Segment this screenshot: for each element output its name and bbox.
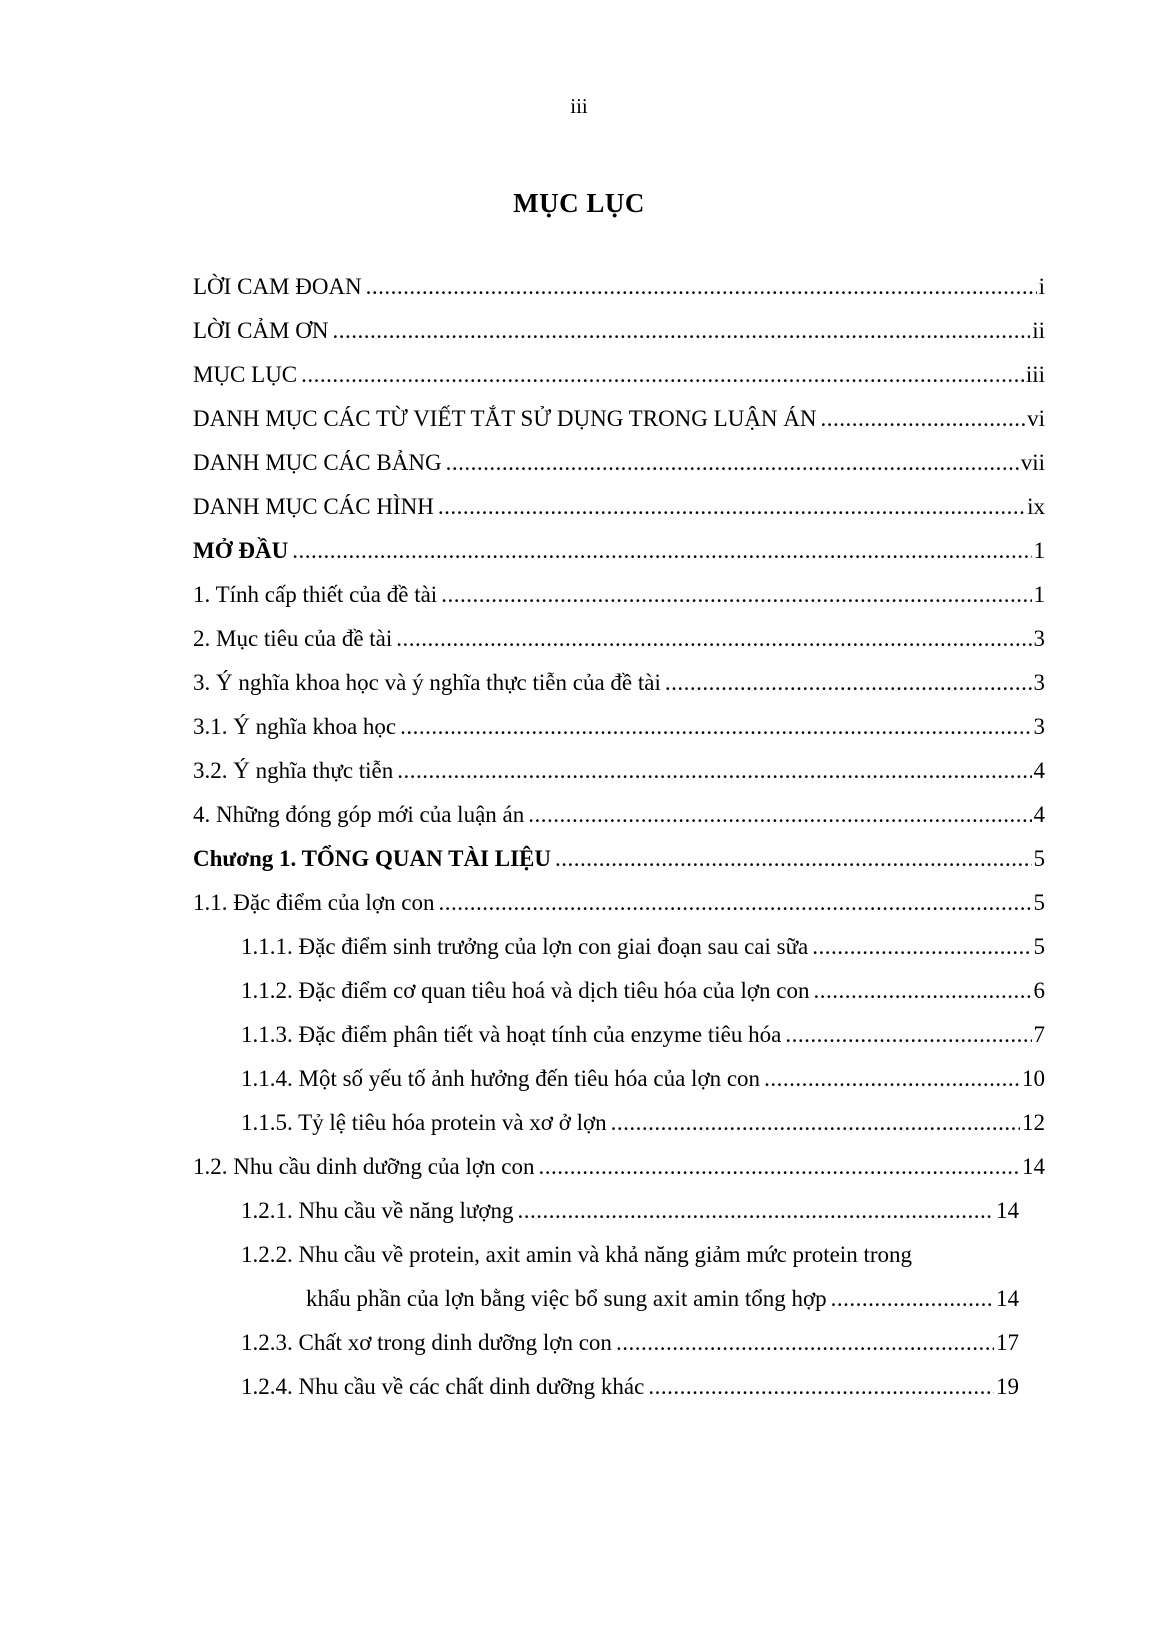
page-number: iii	[570, 94, 588, 118]
toc-entry	[0, 668, 1158, 712]
toc-entry	[0, 536, 1158, 580]
toc-entry	[0, 1064, 1158, 1108]
toc-entry-title: MỞ ĐẦU	[193, 538, 289, 563]
toc-entry	[0, 712, 1158, 756]
toc-entry-page: 1	[1033, 538, 1045, 563]
toc-entry-title: 1.2.2. Nhu cầu về protein, axit amin và khả năng giảm mức protein trong	[241, 1242, 912, 1267]
toc-entry-title: 1.2. Nhu cầu dinh dưỡng của lợn con	[193, 1154, 535, 1179]
toc-entry	[0, 448, 1158, 492]
toc-entry-title-continuation: khẩu phần của lợn bằng việc bổ sung axit amin tổng hợp	[306, 1286, 827, 1311]
toc-entry	[0, 932, 1158, 976]
toc-entry	[0, 1108, 1158, 1152]
leader-dots	[538, 1152, 1020, 1182]
leader-dots	[821, 404, 1026, 434]
toc-title: MỤC LỤC	[513, 188, 645, 218]
leader-dots	[332, 316, 1030, 346]
toc-entry-title: 3.1. Ý nghĩa khoa học	[193, 714, 397, 739]
toc-entry-title: 1.2.1. Nhu cầu về năng lượng	[241, 1198, 514, 1223]
toc-entry	[0, 888, 1158, 932]
toc-entry-title: MỤC LỤC	[193, 362, 298, 387]
toc-entry	[0, 1196, 1158, 1240]
toc-entry-title: DANH MỤC CÁC HÌNH	[193, 494, 434, 519]
leader-dots	[438, 492, 1025, 522]
toc-entry-page: 17	[996, 1330, 1019, 1355]
toc-entry-page: 14	[996, 1198, 1019, 1223]
leader-dots	[397, 756, 1031, 786]
leader-dots	[665, 668, 1032, 698]
toc-entry-page: 3	[1033, 670, 1045, 695]
toc-entry-page: 5	[1033, 934, 1045, 959]
leader-dots	[648, 1372, 994, 1402]
leader-dots	[517, 1196, 994, 1226]
toc-entry	[0, 404, 1158, 448]
toc-entry	[0, 1152, 1158, 1196]
toc-entry-page: 4	[1033, 758, 1045, 783]
toc-entry	[0, 1240, 1158, 1284]
toc-entry-page: 19	[996, 1374, 1019, 1399]
toc-entry-page: 6	[1033, 978, 1045, 1003]
toc-entry-title: LỜI CAM ĐOAN	[193, 274, 362, 299]
toc-entry	[0, 624, 1158, 668]
leader-dots	[366, 272, 1037, 302]
toc-entry-title: 1.1. Đặc điểm của lợn con	[193, 890, 435, 915]
toc-entry-page: 4	[1033, 802, 1045, 827]
leader-dots	[400, 712, 1031, 742]
toc-entry-title: LỜI CẢM ƠN	[193, 318, 329, 343]
toc-entry-title: 1.2.4. Nhu cầu về các chất dinh dưỡng khác	[241, 1374, 645, 1399]
toc-entry-title: 1.1.5. Tỷ lệ tiêu hóa protein và xơ ở lợn	[241, 1110, 607, 1135]
toc-entry	[0, 316, 1158, 360]
leader-dots	[301, 360, 1024, 390]
toc-entry	[0, 492, 1158, 536]
toc-entry-title: 4. Những đóng góp mới của luận án	[193, 802, 525, 827]
toc-entry	[0, 1020, 1158, 1064]
toc-entry-page: 12	[1022, 1110, 1045, 1135]
toc-entry-page: vi	[1027, 406, 1045, 431]
toc-entry-title: 2. Mục tiêu của đề tài	[193, 626, 393, 651]
toc-entry-page: ix	[1027, 494, 1045, 519]
leader-dots	[438, 888, 1031, 918]
leader-dots	[555, 844, 1032, 874]
toc-entry-page: ii	[1032, 318, 1045, 343]
toc-entry	[0, 976, 1158, 1020]
toc-entry-title: 3.2. Ý nghĩa thực tiễn	[193, 758, 394, 783]
toc-entry-page: 14	[996, 1286, 1019, 1311]
toc-entry-title: 1. Tính cấp thiết của đề tài	[193, 582, 438, 607]
leader-dots	[785, 1020, 1031, 1050]
toc-entry-page: i	[1038, 274, 1045, 299]
toc-entry	[0, 756, 1158, 800]
toc-entry-page: 7	[1033, 1022, 1045, 1047]
toc-entry-title: DANH MỤC CÁC BẢNG	[193, 450, 442, 475]
toc-entry-title: 1.1.3. Đặc điểm phân tiết và hoạt tính của enzyme tiêu hóa	[241, 1022, 782, 1047]
toc-entry-page: 3	[1033, 714, 1045, 739]
toc-entry-page: 5	[1033, 846, 1045, 871]
leader-dots	[764, 1064, 1020, 1094]
toc-entry-title: 1.1.1. Đặc điểm sinh trưởng của lợn con giai đoạn sau cai sữa	[241, 934, 809, 959]
toc-entry	[0, 580, 1158, 624]
toc-entry-page: 14	[1022, 1154, 1045, 1179]
toc-entry-title: 1.2.3. Chất xơ trong dinh dưỡng lợn con	[241, 1330, 612, 1355]
toc-entry-page: 5	[1033, 890, 1045, 915]
toc-entry-title: 1.1.4. Một số yếu tố ảnh hưởng đến tiêu hóa của lợn con	[241, 1066, 761, 1091]
toc-entry	[0, 1328, 1158, 1372]
toc-entry-title: 1.1.2. Đặc điểm cơ quan tiêu hoá và dịch tiêu hóa của lợn con	[241, 978, 810, 1003]
leader-dots	[831, 1284, 994, 1314]
toc-entry	[0, 844, 1158, 888]
leader-dots	[616, 1328, 994, 1358]
leader-dots	[446, 448, 1019, 478]
toc-entry-page: 10	[1022, 1066, 1045, 1091]
leader-dots	[292, 536, 1031, 566]
toc-entry-title: DANH MỤC CÁC TỪ VIẾT TẮT SỬ DỤNG TRONG LUẬN ÁN	[193, 406, 817, 431]
leader-dots	[528, 800, 1031, 830]
toc-entry-page: 1	[1033, 582, 1045, 607]
leader-dots	[396, 624, 1031, 654]
leader-dots	[611, 1108, 1020, 1138]
toc-entry-continuation	[0, 1284, 1158, 1328]
toc-entry-page: 3	[1033, 626, 1045, 651]
toc-entry	[0, 360, 1158, 404]
toc-entry-title: Chương 1. TỔNG QUAN TÀI LIỆU	[193, 846, 551, 871]
toc-entry	[0, 272, 1158, 316]
toc-entry	[0, 800, 1158, 844]
toc-entry-page: vii	[1020, 450, 1045, 475]
leader-dots	[441, 580, 1031, 610]
toc-entry-page: iii	[1025, 362, 1045, 387]
leader-dots	[812, 932, 1031, 962]
leader-dots	[813, 976, 1031, 1006]
toc-entry	[0, 1372, 1158, 1416]
table-of-contents	[0, 272, 1158, 1416]
toc-entry-title: 3. Ý nghĩa khoa học và ý nghĩa thực tiễn của đề tài	[193, 670, 661, 695]
